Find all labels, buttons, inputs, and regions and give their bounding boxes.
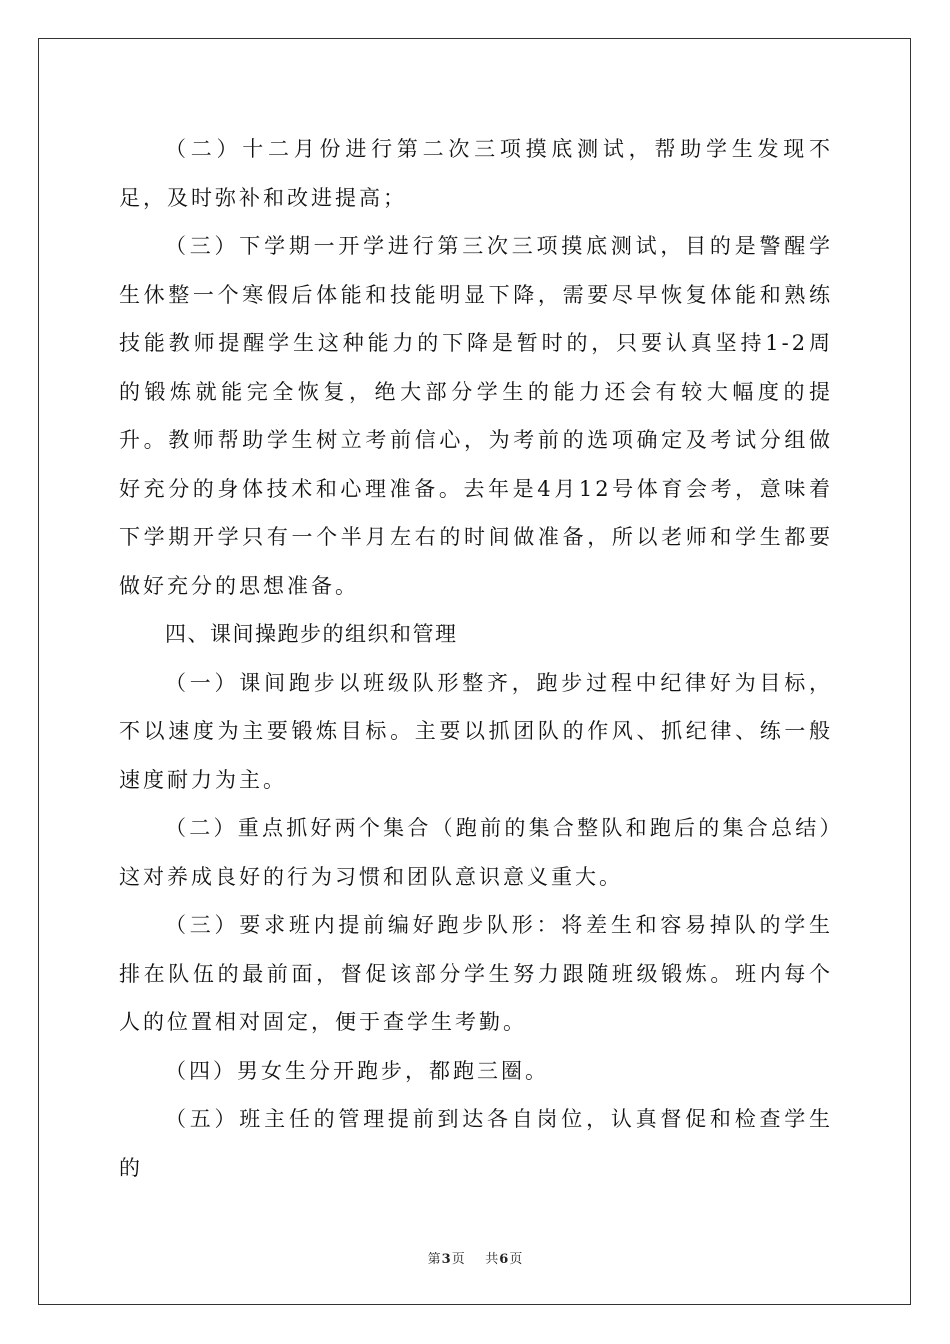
total-suffix: 页 [509,1252,523,1267]
page-number [427,1252,466,1267]
total-prefix: 共 [485,1252,499,1267]
page-suffix: 页 [451,1252,465,1267]
total-count: 6 [499,1252,509,1267]
paragraph: （三）要求班内提前编好跑步队形：将差生和容易掉队的学生排在队伍的最前面，督促该部分学生努力跟随班级锻炼。班内每个人的位置相对固定，便于查学生考勤。 [119,913,833,1034]
paragraph: （二）重点抓好两个集合（跑前的集合整队和跑后的集合总结）这对养成良好的行为习惯和团队意识意义重大。 [119,816,833,889]
paragraph: （三）下学期一开学进行第三次三项摸底测试，目的是警醒学生休整一个寒假后体能和技能明显下降，需要尽早恢复体能和熟练技能教师提醒学生这种能力的下降是暂时的，只要认真坚持1-2周的锻炼就能完全恢复，绝大部分学生的能力还会有较大幅度的提升。教师帮助学生树立考前信心，为考前的选项确定及考试分组做好充分的身体技术和心理准备。去年是4月12号体育会考，意味着下学期开学只有一个半月左右的时间做准备，所以老师和学生都要做好充分的思想准备。 [119,234,833,598]
page-prefix: 第 [427,1252,441,1267]
page-total [484,1252,523,1267]
paragraph: （四）男女生分开跑步，都跑三圈。 [165,1058,549,1083]
document-body [119,125,833,1192]
paragraph: （五）班主任的管理提前到达各自岗位，认真督促和检查学生的 [119,1107,833,1180]
paragraph: （一）课间跑步以班级队形整齐，跑步过程中纪律好为目标，不以速度为主要锻炼目标。主要以抓团队的作风、抓纪律、练一般速度耐力为主。 [119,670,833,792]
page-current: 3 [441,1252,451,1267]
paragraph: （二）十二月份进行第二次三项摸底测试，帮助学生发现不足，及时弥补和改进提高； [119,137,833,210]
section-heading: 四、课间操跑步的组织和管理 [165,622,458,646]
page-footer [0,1248,950,1267]
